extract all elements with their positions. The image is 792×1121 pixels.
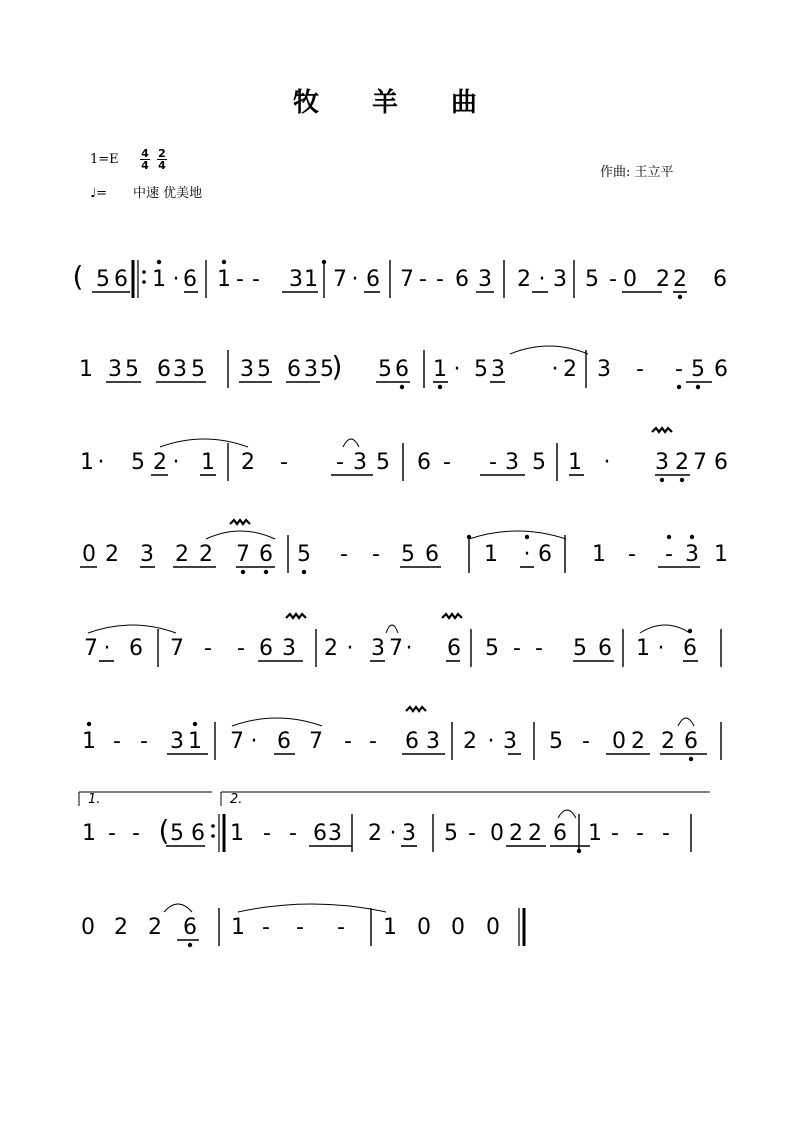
note: 1 [433,357,447,382]
note: 1 [588,821,602,846]
slur [238,904,386,912]
note: 1 [217,267,231,292]
note: - [369,729,377,754]
note: 1 [152,267,166,292]
note: 7 [230,729,244,754]
note: - [132,821,140,846]
note: 2 [463,729,477,754]
note: 3 [491,357,505,382]
note: · [657,636,665,661]
note: 1 [383,915,397,940]
note: - [443,450,451,475]
note: 7 [309,729,323,754]
note: 0 [81,915,95,940]
note: 3 [553,267,567,292]
note: 3 [505,450,519,475]
octave-dot [678,295,682,299]
note: ) [331,350,343,383]
note: 7 [693,450,707,475]
note: 6 [405,729,419,754]
slur [558,810,576,818]
note: · [103,636,111,661]
note: 5 [401,542,415,567]
note: 5 [131,450,145,475]
note: 3 [170,729,184,754]
note: 6 [714,357,728,382]
note: 5 [125,357,139,382]
octave-dot [667,535,671,539]
note: · [487,729,495,754]
note: ( [72,260,84,293]
volta-2-label: 2. [230,792,243,807]
note: · [603,450,611,475]
note: 1 [82,821,96,846]
note: · [453,357,461,382]
octave-dot [525,535,529,539]
octave-dot [302,570,306,574]
note: 2 [631,729,645,754]
note: 6 [417,450,431,475]
octave-dot [264,570,268,574]
note: · [172,267,180,292]
octave-dot [400,385,404,389]
note: 3 [289,267,303,292]
volta-1-label: 1. [88,792,101,807]
note: 3 [478,267,492,292]
note: 5 [170,821,184,846]
time-signature-4-4: $\frac{4}{4}$ [141,147,149,172]
note: 6 [683,636,697,661]
note: · [172,450,180,475]
note: 2 [175,542,189,567]
octave-dot [577,849,581,853]
time-signature-2-4: $\frac{2}{4}$ [158,147,166,172]
repeat-dot [211,834,215,838]
slur [343,439,359,447]
note: 6 [191,821,205,846]
note: 3 [173,357,187,382]
note: 6 [259,636,273,661]
note: 3 [108,357,122,382]
note: 2 [199,542,213,567]
note: 3 [304,357,318,382]
note: - [344,729,352,754]
note: 3 [597,357,611,382]
note: 6 [598,636,612,661]
note: - [489,450,497,475]
note: 6 [455,267,469,292]
note: 1 [80,450,94,475]
note: - [636,357,644,382]
octave-dot [438,385,442,389]
note: · [97,450,105,475]
octave-dot [87,722,91,726]
octave-dot [222,260,226,264]
note: 7 [400,267,414,292]
note: 6 [447,636,461,661]
note: - [535,636,543,661]
octave-dot [157,260,161,264]
note: 2 [528,821,542,846]
note: 0 [82,542,96,567]
octave-dot [188,943,192,947]
note: 5 [376,450,390,475]
note: · [551,357,559,382]
note: 0 [486,915,500,940]
note: 2 [153,450,167,475]
note: 1 [304,267,318,292]
octave-dot [680,478,684,482]
note: 6 [313,821,327,846]
note: - [582,729,590,754]
note: 6 [259,542,273,567]
note: 0 [623,267,637,292]
note: - [140,729,148,754]
mordent-ornament [230,520,250,524]
note: · [351,267,359,292]
note: 6 [129,636,143,661]
note: 1 [636,636,650,661]
key-signature: 1=E [90,152,119,167]
note: - [636,821,644,846]
note: 5 [585,267,599,292]
note: 3 [402,821,416,846]
note: 5 [532,450,546,475]
note: 6 [277,729,291,754]
mordent-ornament [406,707,426,711]
note: 5 [378,357,392,382]
note: - [340,542,348,567]
note: - [665,542,673,567]
octave-dot [689,757,693,761]
note: 5 [573,636,587,661]
note: 5 [297,542,311,567]
note: · [523,542,531,567]
note: 6 [684,729,698,754]
note: - [337,915,345,940]
note: - [296,915,304,940]
note: 2 [563,357,577,382]
note: ( [158,814,170,847]
note: 7 [170,636,184,661]
note: 2 [148,915,162,940]
note: 1 [714,542,728,567]
note: 5 [257,357,271,382]
octave-dot [660,478,664,482]
note: - [263,821,271,846]
note: 6 [183,915,197,940]
note: 6 [713,267,727,292]
note: 7 [389,636,403,661]
note: 1 [231,915,245,940]
note: · [389,821,397,846]
note: 7 [333,267,347,292]
note: - [513,636,521,661]
note: 6 [114,267,128,292]
note: · [538,267,546,292]
slur [232,718,322,726]
note: 3 [328,821,342,846]
note: - [611,821,619,846]
note: 3 [685,542,699,567]
note: 3 [371,636,385,661]
note: 0 [451,915,465,940]
slur [386,625,398,633]
note: 5 [96,267,110,292]
note: - [662,821,670,846]
note: - [468,821,476,846]
slur [469,531,566,539]
note: 2 [114,915,128,940]
note: 1 [188,729,202,754]
note: 3 [655,450,669,475]
note: 1 [568,450,582,475]
note: 6 [538,542,552,567]
tempo-marking: ♩= 中速 优美地 [90,186,203,201]
note: 3 [426,729,440,754]
note: 1 [201,450,215,475]
note: 2 [673,267,687,292]
note: - [419,267,427,292]
mordent-ornament [442,614,462,618]
note: - [372,542,380,567]
note: · [250,729,258,754]
slur [206,531,275,539]
note: 2 [661,729,675,754]
note: 2 [656,267,670,292]
note: 3 [140,542,154,567]
note: 2 [105,542,119,567]
note: 3 [282,636,296,661]
note: 6 [366,267,380,292]
note: 7 [236,542,250,567]
slur [164,904,192,912]
note: 1 [230,821,244,846]
note: 1 [592,542,606,567]
note: 2 [675,450,689,475]
note: 6 [425,542,439,567]
note: 1 [484,542,498,567]
note: 5 [549,729,563,754]
composer-credit: 作曲: 王立平 [600,165,674,180]
repeat-dot [142,270,146,274]
note: 1 [79,357,93,382]
note: - [262,915,270,940]
note: - [675,357,683,382]
note: - [628,542,636,567]
slur [160,439,248,447]
note: 7 [84,636,98,661]
note: 0 [417,915,431,940]
note: 0 [612,729,626,754]
note: 6 [553,821,567,846]
note: - [204,636,212,661]
octave-dot [241,570,245,574]
note: - [237,636,245,661]
note: 2 [509,821,523,846]
note: 3 [240,357,254,382]
note: - [280,450,288,475]
note: 1 [82,729,96,754]
note: 6 [714,450,728,475]
note: 5 [191,357,205,382]
note: 5 [320,357,334,382]
note: - [236,267,244,292]
note: 2 [517,267,531,292]
note: 6 [395,357,409,382]
note: 2 [324,636,338,661]
note: 6 [157,357,171,382]
repeat-dot [211,824,215,828]
repeat-dot [142,280,146,284]
note: - [113,729,121,754]
octave-dot [193,722,197,726]
note: 3 [353,450,367,475]
note: 5 [485,636,499,661]
mordent-ornament [286,614,306,618]
note: - [289,821,297,846]
note: 3 [503,729,517,754]
note: · [346,636,354,661]
slur [510,346,588,354]
note: - [436,267,444,292]
note: 2 [241,450,255,475]
note: 6 [183,267,197,292]
song-title: 牧 羊 曲 [292,88,500,118]
octave-dot [690,535,694,539]
slur [640,625,690,633]
note: - [609,267,617,292]
note: 5 [444,821,458,846]
slur [88,625,176,633]
note: · [405,636,413,661]
note: 2 [368,821,382,846]
octave-dot [322,260,326,264]
octave-dot [677,385,681,389]
note: 6 [287,357,301,382]
note: 5 [474,357,488,382]
note: - [252,267,260,292]
note: - [336,450,344,475]
mordent-ornament [652,428,672,432]
note: - [108,821,116,846]
note: 0 [490,821,504,846]
note: 5 [691,357,705,382]
octave-dot [696,385,700,389]
slur [678,718,694,726]
